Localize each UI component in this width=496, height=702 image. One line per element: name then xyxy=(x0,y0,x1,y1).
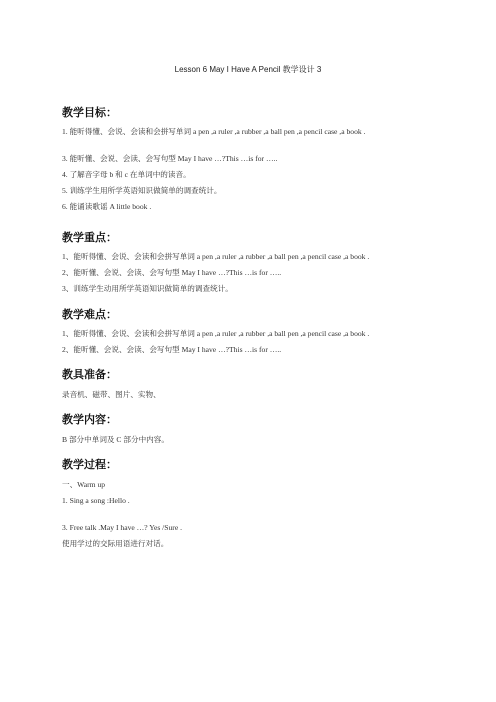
objective-item-5: 5. 训练学生用所学英语知识做简单的调查统计。 xyxy=(62,186,222,195)
objectives-heading: 教学目标： xyxy=(62,106,117,119)
difficulty-item-1: 1、能听得懂、会说、会读和会拼写单词 a pen ,a ruler ,a rubber ,a ball pen ,a pencil case ,a book . xyxy=(62,329,370,338)
materials-text: 录音机、磁带、图片、实物、 xyxy=(62,390,161,399)
process-line-song: 1. Sing a song :Hello . xyxy=(62,496,130,505)
process-heading: 教学过程： xyxy=(62,458,117,471)
objective-item-4: 4. 了解音字母 b 和 c 在单词中的读音。 xyxy=(62,170,191,179)
content-text: B 部分中单词及 C 部分中内容。 xyxy=(62,435,169,444)
process-line-warmup: 一、Warm up xyxy=(62,480,106,489)
content-heading: 教学内容： xyxy=(62,413,117,426)
key-point-item-1: 1、能听得懂、会说、会读和会拼写单词 a pen ,a ruler ,a rubber ,a ball pen ,a pencil case ,a book . xyxy=(62,252,370,261)
objective-item-3: 3. 能听懂、会说、会读、会写句型 May I have …?This …is for ….. xyxy=(62,154,278,163)
objective-item-6: 6. 能诵读歌谣 A little book . xyxy=(62,202,152,211)
difficulties-heading: 教学难点： xyxy=(62,308,117,321)
objective-item-1: 1. 能听得懂、会说、会读和会拼写单词 a pen ,a ruler ,a rubber ,a ball pen ,a pencil case ,a book . xyxy=(62,127,366,136)
key-point-item-3: 3、训练学生动用所学英语知识做简单的调查统计。 xyxy=(62,284,233,293)
document-title: Lesson 6 May I Have A Pencil 教学设计 3 xyxy=(174,65,322,74)
difficulty-item-2: 2、能听懂、会说、会读、会写句型 May I have …?This …is for ….. xyxy=(62,345,282,354)
process-line-note: 使用学过的交际用语进行对话。 xyxy=(62,539,169,548)
key-points-heading: 教学重点： xyxy=(62,231,117,244)
materials-heading: 教具准备： xyxy=(62,368,117,381)
key-point-item-2: 2、能听懂、会说、会读、会写句型 May I have …?This …is for ….. xyxy=(62,268,282,277)
document-body xyxy=(62,106,442,549)
process-line-free-talk: 3. Free talk .May I have …? Yes /Sure . xyxy=(62,523,183,532)
